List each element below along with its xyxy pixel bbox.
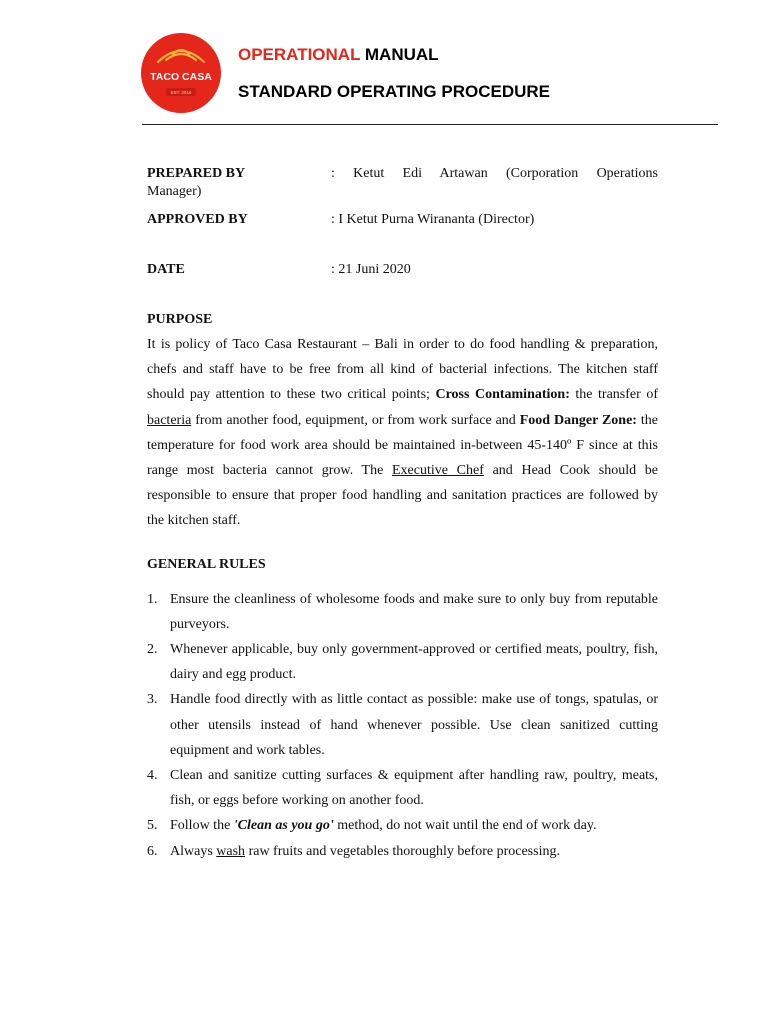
rule-text: raw fruits and vegetables thoroughly before processing. <box>245 843 560 859</box>
list-item <box>147 637 658 687</box>
list-number: 3. <box>147 692 158 708</box>
rule-text: Follow the <box>170 818 234 834</box>
logo-wordmark: TACO CASA <box>150 71 212 83</box>
list-item <box>147 763 658 813</box>
purpose-text: from another food, equipment, or from work surface and <box>191 412 520 428</box>
bacteria-link[interactable]: bacteria <box>147 412 192 428</box>
general-rules-heading: GENERAL RULES <box>147 556 266 572</box>
rule-text: Handle food directly with as little contact as possible: make use of tongs, spatulas, or other utensils instead of hand whenever possible. Use clean sanitized cutting equipment and work tables. <box>170 692 658 758</box>
prepared-by-label: PREPARED BY <box>147 166 246 181</box>
wash-link[interactable]: wash <box>216 843 246 859</box>
prepared-by-value-cont: Manager) <box>147 184 202 199</box>
purpose-text: the temperature for food work area should be maintained in-between 45-140º F since at this range most bacteria cannot grow. The <box>147 412 658 479</box>
approved-by-value: : I Ketut Purna Wirananta (Director) <box>331 212 535 227</box>
list-number: 1. <box>147 591 158 607</box>
prepared-by-row <box>147 164 658 210</box>
rule-text: Whenever applicable, buy only government-approved or certified meats, poultry, fish, dairy and egg product. <box>170 642 658 683</box>
approved-by-row <box>147 210 658 257</box>
list-item <box>147 839 658 864</box>
date-row <box>147 257 658 307</box>
list-item <box>147 587 658 637</box>
list-number: 4. <box>147 768 158 784</box>
clean-as-you-go-term: 'Clean as you go' <box>233 818 334 834</box>
approved-by-label: APPROVED BY <box>147 212 248 227</box>
title-manual: MANUAL <box>360 45 439 64</box>
rule-text: Ensure the cleanliness of wholesome foods and make sure to only buy from reputable purveyors. <box>170 591 658 632</box>
title-operational: OPERATIONAL <box>238 45 361 64</box>
food-danger-zone-term: Food Danger Zone: <box>519 412 637 428</box>
prepared-by-value: : Ketut Edi Artawan (Corporation Operations <box>331 166 658 181</box>
rule-text: Clean and sanitize cutting surfaces & equipment after handling raw, poultry, meats, fish, or eggs before working on another food. <box>170 768 658 809</box>
document-title <box>238 45 439 65</box>
logo-established: EST. 2016 <box>170 90 192 95</box>
date-label: DATE <box>147 262 185 277</box>
purpose-text: and Head Cook should be responsible to ensure that proper food handling and sanitation practices are followed by the kitchen staff. <box>147 463 658 529</box>
purpose-heading: PURPOSE <box>147 312 213 327</box>
list-number: 5. <box>147 818 158 834</box>
rule-text: Always <box>170 843 217 859</box>
cross-contamination-term: Cross Contamination: <box>435 387 570 403</box>
list-item <box>147 813 658 838</box>
date-value: : 21 Juni 2020 <box>331 262 411 277</box>
executive-chef-link[interactable]: Executive Chef <box>391 463 484 479</box>
purpose-text: It is policy of Taco Casa Restaurant – Bali in order to do food handling & preparation, chefs and staff have to be free from all kind of bacterial infections. The kitchen staff should pay attention to these two critical points; <box>147 337 658 403</box>
purpose-text: the transfer of <box>569 387 658 403</box>
list-item <box>147 687 658 763</box>
list-number: 2. <box>147 642 158 658</box>
header-divider <box>142 124 718 125</box>
purpose-paragraph <box>147 332 658 534</box>
rule-text: method, do not wait until the end of work day. <box>333 818 597 834</box>
document-subtitle: STANDARD OPERATING PROCEDURE <box>238 82 550 101</box>
document-body <box>147 164 658 864</box>
taco-casa-logo <box>140 32 222 114</box>
list-number: 6. <box>147 843 158 859</box>
general-rules-list <box>147 587 658 864</box>
